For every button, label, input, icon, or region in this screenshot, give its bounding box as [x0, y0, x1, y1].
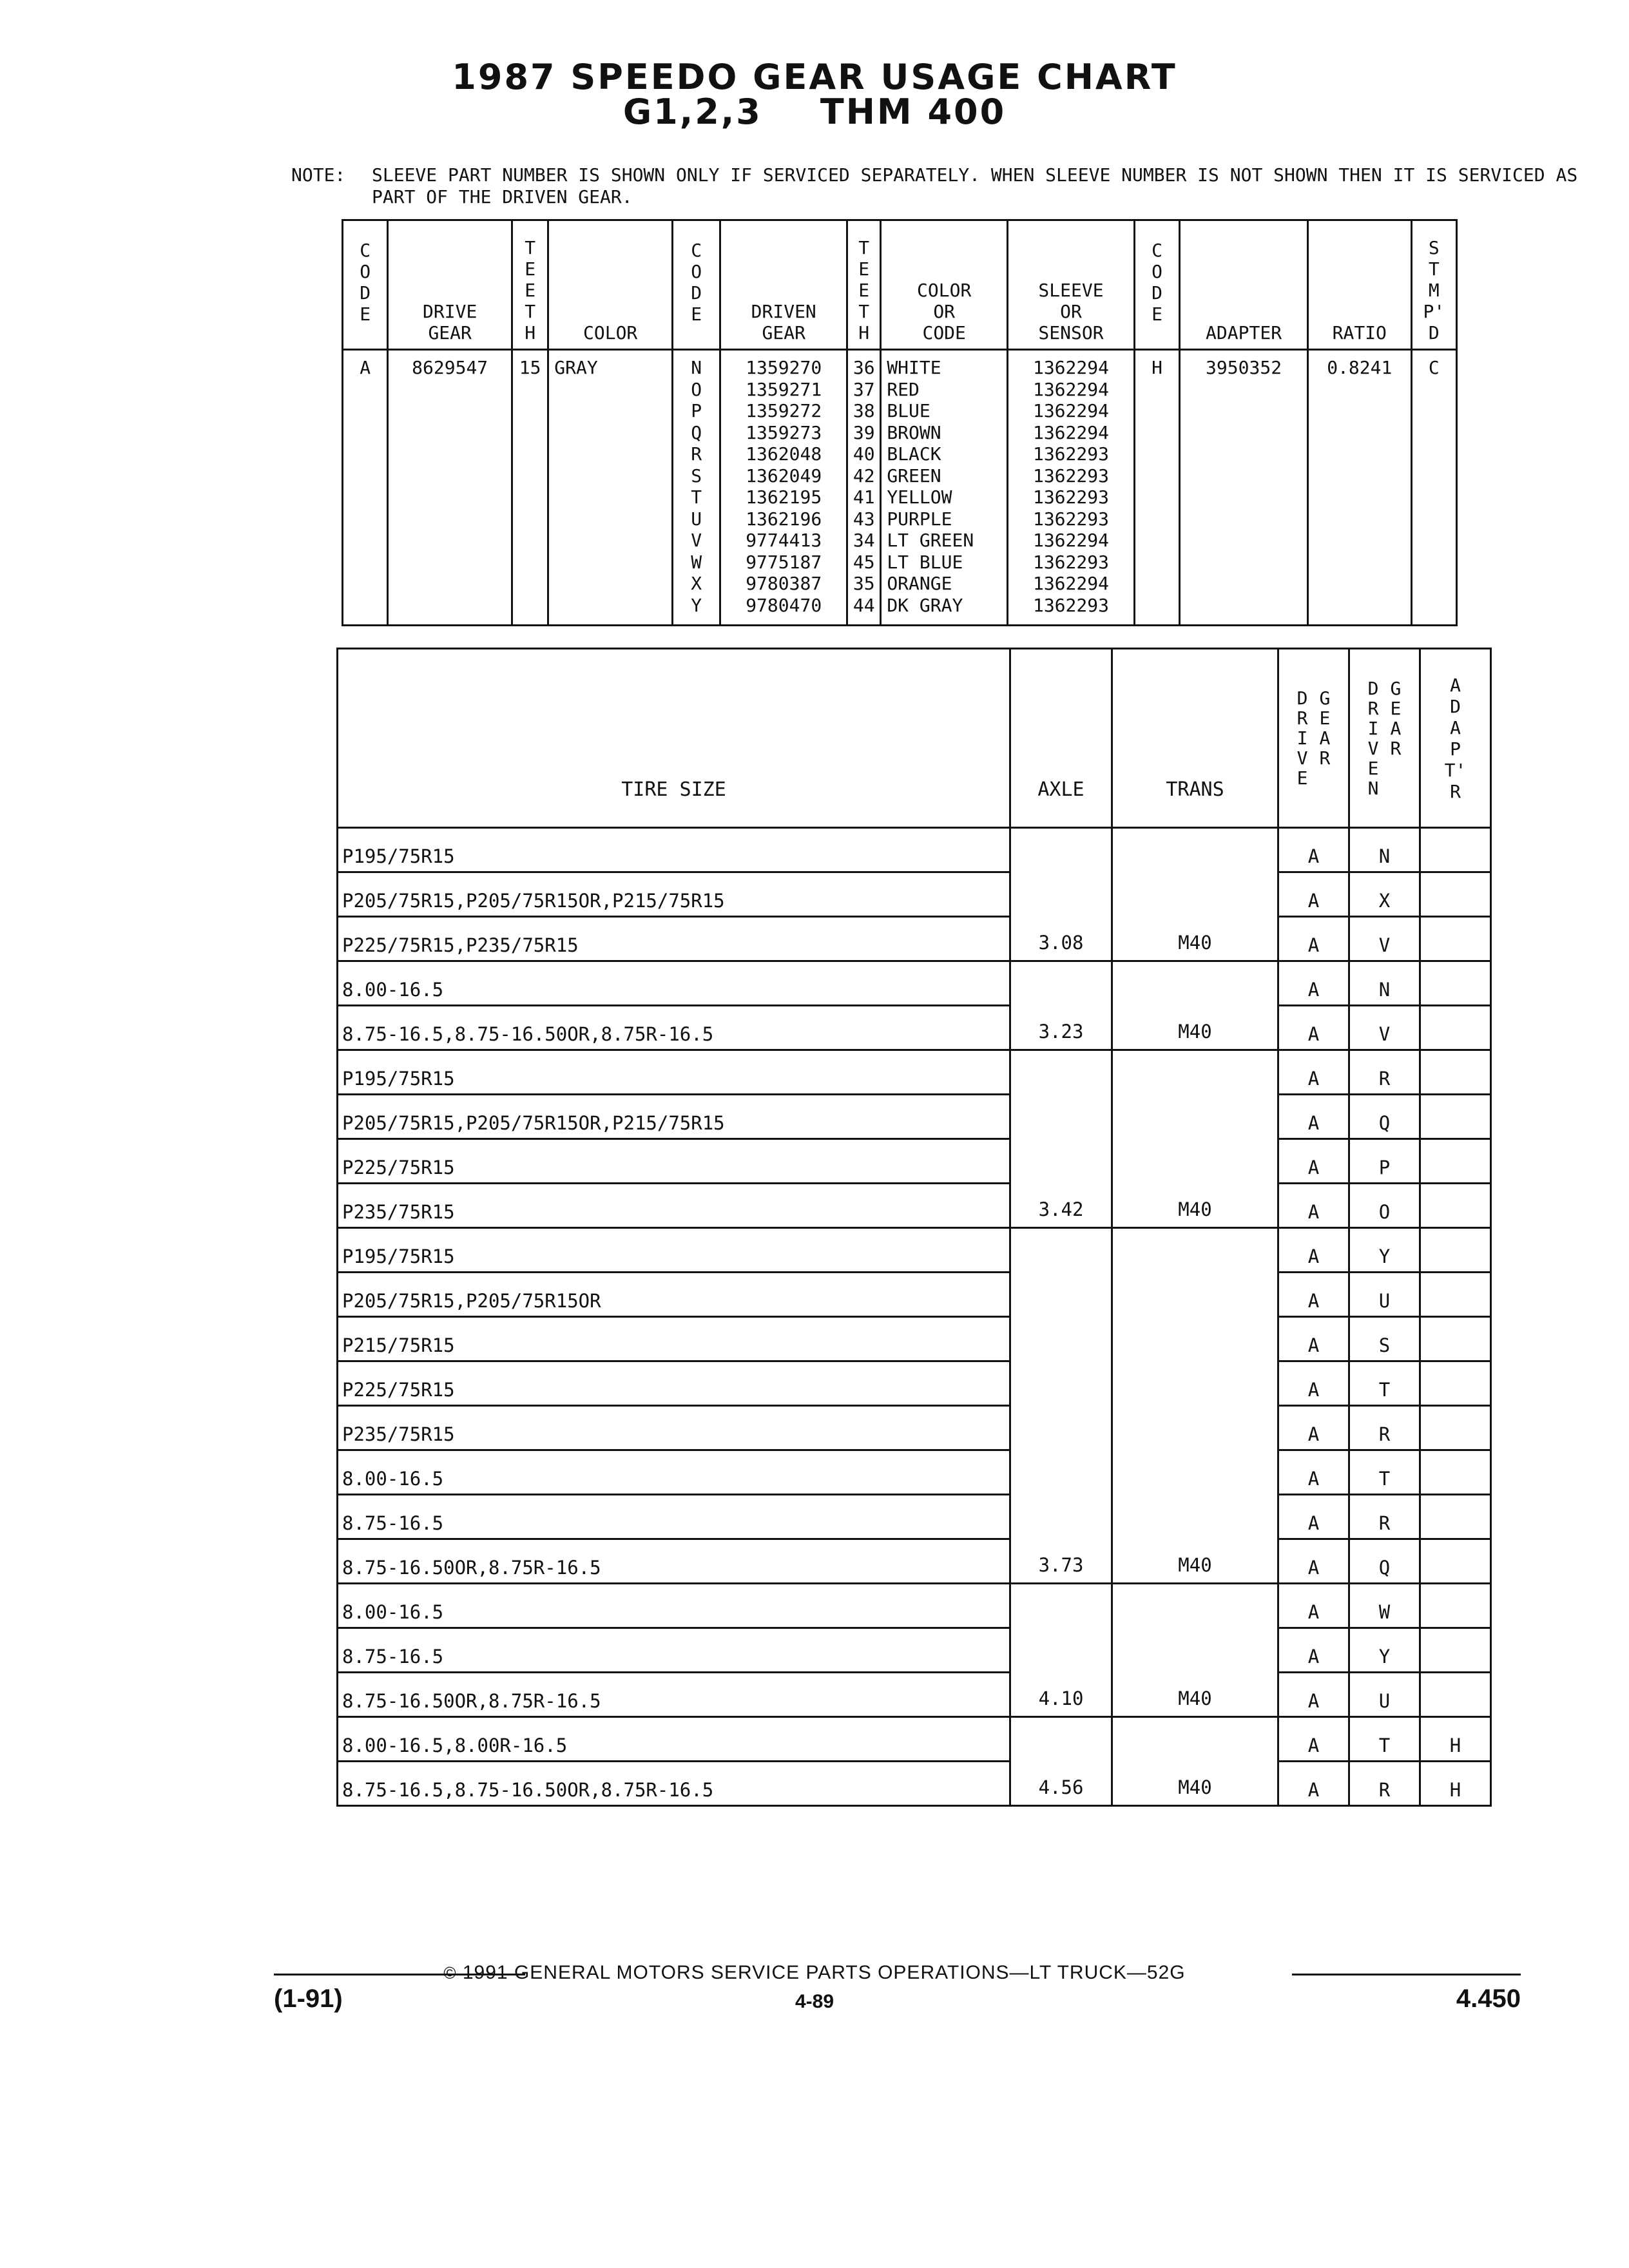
driven-color-item: BLACK	[887, 443, 941, 465]
driven-color-list	[881, 350, 1008, 626]
driven-gear-cell: V	[1349, 917, 1420, 961]
tire-size-cell: P195/75R15	[338, 1050, 1010, 1095]
tire-size-cell: 8.00-16.5	[338, 961, 1010, 1006]
header-line: S	[1428, 237, 1440, 258]
driven-teeth-item: 35	[853, 573, 875, 594]
header-line: GEAR	[428, 322, 472, 343]
header-line: T	[1428, 258, 1440, 280]
header-line: D	[1450, 695, 1461, 717]
table-row	[338, 1317, 1491, 1361]
drive-gear-cell: A	[1278, 1495, 1349, 1539]
adapter-cell	[1420, 1273, 1491, 1317]
driven-sleeve-item: 1362294	[1032, 530, 1109, 551]
driven-color-item: ORANGE	[887, 573, 952, 594]
header-driven-gear	[1349, 649, 1420, 828]
driven-gear-cell: R	[1349, 1050, 1420, 1095]
tire-size-cell: 8.75-16.5,8.75-16.50OR,8.75R-16.5	[338, 1006, 1010, 1050]
tire-size-cell: 8.75-16.50OR,8.75R-16.5	[338, 1673, 1010, 1717]
table-row	[338, 828, 1491, 872]
driven-sleeve-item: 1362294	[1032, 378, 1109, 400]
driven-gear-cell: W	[1349, 1584, 1420, 1628]
header-line: D	[1152, 282, 1162, 303]
footer-date-code: (1-91)	[274, 1984, 343, 2013]
driven-gear-cell: Q	[1349, 1095, 1420, 1139]
header-code-driven	[673, 220, 720, 350]
adapter-cell: H	[1420, 1717, 1491, 1762]
drive-gear-cell: A	[1278, 1139, 1349, 1184]
header-line: N	[1367, 777, 1379, 799]
header-line: E	[1152, 303, 1162, 325]
header-line: O	[1152, 261, 1162, 282]
note	[291, 164, 1578, 230]
driven-teeth-item: 40	[853, 443, 875, 465]
trans-cell: M40	[1112, 1228, 1278, 1584]
note-text: SLEEVE PART NUMBER IS SHOWN ONLY IF SERVICED SEPARATELY. WHEN SLEEVE NUMBER IS NOT SHOWN THEN IT IS SERVICED AS PART OF THE DRIVEN GEAR.	[372, 164, 1578, 207]
tire-size-cell: P225/75R15	[338, 1139, 1010, 1184]
drive-gear-cell: A	[1278, 1228, 1349, 1273]
driven-teeth-item: 38	[853, 400, 875, 421]
header-line: I	[1296, 727, 1308, 749]
header-line: T	[525, 237, 536, 258]
driven-teeth-item: 39	[853, 421, 875, 443]
chart-title: 1987 SPEEDO GEAR USAGE CHART	[452, 57, 1177, 97]
header-line: T	[858, 237, 870, 258]
adapter-cell	[1420, 1450, 1491, 1495]
header-adapter	[1420, 649, 1491, 828]
tire-size-cell: 8.00-16.5	[338, 1584, 1010, 1628]
driven-gear-item: 1362049	[746, 465, 822, 486]
driven-code-list	[673, 350, 720, 626]
adapter-cell	[1420, 1184, 1491, 1228]
adapter-cell	[1420, 1495, 1491, 1539]
driven-code-item: Q	[691, 421, 702, 443]
driven-gear-item: 1359271	[746, 378, 822, 400]
driven-code-item: N	[691, 357, 702, 378]
header-line: OR	[933, 301, 956, 322]
table-row	[338, 961, 1491, 1006]
table-row	[338, 1273, 1491, 1317]
drive-gear-cell: A	[1278, 1184, 1349, 1228]
driven-color-item: DK GRAY	[887, 594, 963, 616]
axle-cell: 3.73	[1010, 1228, 1112, 1584]
copyright-text: 1991 GENERAL MOTORS SERVICE PARTS OPERATIONS—LT TRUCK—52G	[462, 1962, 1186, 1983]
driven-gear-cell: T	[1349, 1717, 1420, 1762]
tire-size-cell: P225/75R15	[338, 1361, 1010, 1406]
driven-gear-cell: N	[1349, 961, 1420, 1006]
header-line: T	[525, 301, 536, 322]
table-row	[338, 1450, 1491, 1495]
axle-cell: 4.56	[1010, 1717, 1112, 1806]
drive-gear-cell: A	[1278, 1406, 1349, 1450]
driven-gear-item: 1362196	[746, 508, 822, 530]
tire-size-cell: P235/75R15	[338, 1184, 1010, 1228]
driven-sleeve-item: 1362293	[1032, 594, 1109, 616]
header-teeth-driven	[847, 220, 881, 350]
driven-sleeve-item: 1362293	[1032, 508, 1109, 530]
drive-gear-cell: A	[1278, 1095, 1349, 1139]
adapter-cell	[1420, 1361, 1491, 1406]
table-row	[338, 1095, 1491, 1139]
axle-cell: 4.10	[1010, 1584, 1112, 1717]
tire-size-cell: P215/75R15	[338, 1317, 1010, 1361]
header-trans: TRANS	[1112, 649, 1278, 828]
adapter-cell	[1420, 1406, 1491, 1450]
header-line: R	[1296, 707, 1308, 729]
header-line: OR	[1060, 301, 1082, 322]
drive-gear-cell: A	[1278, 1584, 1349, 1628]
table-row	[338, 1184, 1491, 1228]
header-line: E	[858, 258, 870, 280]
driven-color-item: BROWN	[887, 421, 941, 443]
header-axle: AXLE	[1010, 649, 1112, 828]
drive-gear-cell: A	[1278, 1762, 1349, 1806]
adapter-cell	[1420, 1228, 1491, 1273]
drive-gear-cell: A	[1278, 1273, 1349, 1317]
driven-teeth-item: 44	[853, 594, 875, 616]
table-row	[338, 1762, 1491, 1806]
header-teeth-drive	[512, 220, 548, 350]
header-line: H	[858, 322, 870, 343]
trans-cell: M40	[1112, 961, 1278, 1050]
header-line: E	[525, 258, 536, 280]
driven-gear-cell: U	[1349, 1673, 1420, 1717]
driven-code-item: V	[691, 530, 702, 551]
header-line: E	[691, 303, 702, 325]
drive-gear-cell: A	[1278, 1717, 1349, 1762]
adapter-cell	[1420, 1539, 1491, 1584]
drive-gear-cell: A	[1278, 1361, 1349, 1406]
header-line: R	[1367, 697, 1379, 719]
driven-teeth-item: 42	[853, 465, 875, 486]
driven-color-item: YELLOW	[887, 486, 952, 508]
header-line: A	[1450, 716, 1461, 738]
drive-gear-cell: A	[1278, 1006, 1349, 1050]
driven-teeth-item: 41	[853, 486, 875, 508]
header-line: E	[1319, 707, 1331, 729]
driven-code-item: U	[691, 508, 702, 530]
header-line: DRIVE	[423, 301, 477, 322]
header-line: V	[1296, 747, 1308, 769]
driven-gear-item: 9774413	[746, 530, 822, 551]
header-line: M	[1428, 280, 1440, 301]
header-line: C	[360, 240, 371, 261]
stmpd-value: C	[1411, 350, 1456, 626]
header-line: E	[1367, 757, 1379, 779]
header-line: E	[858, 280, 870, 301]
driven-gear-cell: R	[1349, 1495, 1420, 1539]
tire-size-cell: 8.00-16.5	[338, 1450, 1010, 1495]
transmission-label: THM 400	[820, 91, 1007, 132]
header-line: O	[360, 261, 371, 282]
drive-color: GRAY	[548, 350, 673, 626]
footer-section-number: 4.450	[1456, 1984, 1521, 2013]
drive-gear-cell: A	[1278, 1628, 1349, 1673]
driven-code-item: R	[691, 443, 702, 465]
header-line: DRIVEN	[751, 301, 816, 322]
trans-cell: M40	[1112, 828, 1278, 961]
driven-sleeve-item: 1362294	[1032, 573, 1109, 594]
driven-code-item: X	[691, 573, 702, 594]
driven-gear-list	[720, 350, 847, 626]
driven-sleeve-item: 1362293	[1032, 551, 1109, 573]
adapter-cell	[1420, 1584, 1491, 1628]
series-codes: G1,2,3	[622, 91, 762, 132]
table-row	[338, 1495, 1491, 1539]
chart-subtitle	[0, 91, 1629, 132]
driven-gear-cell: P	[1349, 1139, 1420, 1184]
driven-color-item: LT BLUE	[887, 551, 963, 573]
drive-gear-cell: A	[1278, 917, 1349, 961]
header-line: A	[1319, 727, 1331, 749]
driven-color-item: WHITE	[887, 357, 941, 378]
driven-gear-cell: Q	[1349, 1539, 1420, 1584]
driven-gear-item: 1359273	[746, 421, 822, 443]
driven-gear-item: 1362048	[746, 443, 822, 465]
driven-sleeve-item: 1362294	[1032, 357, 1109, 378]
driven-teeth-list	[847, 350, 881, 626]
header-line: D	[1296, 687, 1308, 709]
adapter-cell	[1420, 1317, 1491, 1361]
header-drive-gear	[388, 220, 512, 350]
header-line: T	[858, 301, 870, 322]
driven-color-item: GREEN	[887, 465, 941, 486]
driven-gear-cell: T	[1349, 1361, 1420, 1406]
header-line: R	[1319, 747, 1331, 769]
driven-gear-item: 1359270	[746, 357, 822, 378]
driven-gear-cell: T	[1349, 1450, 1420, 1495]
tire-size-cell: 8.75-16.5,8.75-16.50OR,8.75R-16.5	[338, 1762, 1010, 1806]
header-tire-size: TIRE SIZE	[338, 649, 1010, 828]
adapter-cell	[1420, 1095, 1491, 1139]
header-line: D	[1367, 677, 1379, 699]
driven-gear-cell: Y	[1349, 1228, 1420, 1273]
adapter-cell	[1420, 872, 1491, 917]
tire-size-cell: P205/75R15,P205/75R15OR,P215/75R15	[338, 1095, 1010, 1139]
footer-page-ref: 4-89	[795, 1991, 834, 2012]
table-row	[338, 1673, 1491, 1717]
drive-gear-number: 8629547	[388, 350, 512, 626]
header-line: T'	[1444, 759, 1467, 781]
driven-gear-cell: X	[1349, 872, 1420, 917]
adapter-code: H	[1134, 350, 1179, 626]
tire-size-cell: P195/75R15	[338, 828, 1010, 872]
driven-sleeve-item: 1362294	[1032, 421, 1109, 443]
adapter-number: 3950352	[1180, 350, 1308, 626]
drive-gear-cell: A	[1278, 1317, 1349, 1361]
header-driven-gear	[720, 220, 847, 350]
tire-size-cell: P225/75R15,P235/75R15	[338, 917, 1010, 961]
usage-table-header	[338, 649, 1491, 828]
drive-gear-cell: A	[1278, 828, 1349, 872]
header-line: P	[1450, 738, 1461, 760]
drive-teeth: 15	[512, 350, 548, 626]
driven-code-item: P	[691, 400, 702, 421]
header-line: CODE	[922, 322, 966, 343]
driven-color-item: BLUE	[887, 400, 930, 421]
driven-code-item: W	[691, 551, 702, 573]
usage-table-body	[338, 828, 1491, 1806]
table-row	[338, 1539, 1491, 1584]
driven-gear-item: 1362195	[746, 486, 822, 508]
header-line: D	[1428, 322, 1440, 343]
tire-size-cell: 8.75-16.50OR,8.75R-16.5	[338, 1539, 1010, 1584]
header-line: R	[1450, 780, 1461, 802]
adapter-cell	[1420, 961, 1491, 1006]
copyright-symbol: ©	[443, 1963, 457, 1983]
drive-gear-cell: A	[1278, 1539, 1349, 1584]
tire-size-cell: 8.75-16.5	[338, 1628, 1010, 1673]
adapter-cell	[1420, 917, 1491, 961]
header-line: D	[691, 282, 702, 303]
table-row	[338, 1139, 1491, 1184]
driven-sleeve-item: 1362293	[1032, 465, 1109, 486]
header-line: V	[1367, 737, 1379, 759]
table-row	[338, 1006, 1491, 1050]
note-label: NOTE:	[291, 164, 346, 186]
driven-code-item: T	[691, 486, 702, 508]
sleeve-list	[1008, 350, 1135, 626]
header-line: D	[360, 282, 371, 303]
drive-gear-cell: A	[1278, 872, 1349, 917]
driven-gear-cell: N	[1349, 828, 1420, 872]
driven-gear-cell: U	[1349, 1273, 1420, 1317]
header-line: COLOR	[917, 280, 972, 301]
table-row	[338, 1628, 1491, 1673]
header-stmpd	[1411, 220, 1456, 350]
driven-gear-cell: R	[1349, 1762, 1420, 1806]
driven-sleeve-item: 1362293	[1032, 443, 1109, 465]
table-row	[338, 1361, 1491, 1406]
tire-size-cell: P205/75R15,P205/75R15OR,P215/75R15	[338, 872, 1010, 917]
driven-gear-item: 9780387	[746, 573, 822, 594]
adapter-cell	[1420, 1050, 1491, 1095]
header-line: SLEEVE	[1038, 280, 1104, 301]
driven-sleeve-item: 1362293	[1032, 486, 1109, 508]
driven-teeth-item: 43	[853, 508, 875, 530]
header-line: E	[1296, 767, 1308, 789]
driven-teeth-item: 37	[853, 378, 875, 400]
drive-gear-cell: A	[1278, 1450, 1349, 1495]
axle-cell: 3.42	[1010, 1050, 1112, 1228]
header-drive-gear	[1278, 649, 1349, 828]
adapter-cell	[1420, 1673, 1491, 1717]
gear-table-header	[343, 220, 1457, 350]
driven-gear-item: 9780470	[746, 594, 822, 616]
drive-gear-cell: A	[1278, 961, 1349, 1006]
tire-size-cell: P235/75R15	[338, 1406, 1010, 1450]
table-row	[338, 1717, 1491, 1762]
header-line: R	[1390, 737, 1402, 759]
tire-size-cell: P195/75R15	[338, 1228, 1010, 1273]
header-line: GEAR	[762, 322, 805, 343]
driven-color-item: RED	[887, 378, 920, 400]
header-line: A	[1450, 674, 1461, 696]
table-row	[338, 1584, 1491, 1628]
header-line: O	[691, 261, 702, 282]
driven-teeth-item: 34	[853, 530, 875, 551]
header-line: SENSOR	[1038, 322, 1104, 343]
adapter-cell: H	[1420, 1762, 1491, 1806]
adapter-cell	[1420, 1139, 1491, 1184]
header-line: G	[1319, 687, 1331, 709]
header-line: A	[1390, 717, 1402, 739]
axle-cell: 3.08	[1010, 828, 1112, 961]
tire-size-cell: 8.75-16.5	[338, 1495, 1010, 1539]
header-line: G	[1390, 677, 1402, 699]
driven-gear-cell: Y	[1349, 1628, 1420, 1673]
table-row	[338, 872, 1491, 917]
table-row	[338, 1228, 1491, 1273]
header-line: C	[691, 240, 702, 261]
driven-color-item: LT GREEN	[887, 530, 974, 551]
table-row	[338, 917, 1491, 961]
header-line: P'	[1423, 301, 1445, 322]
trans-cell: M40	[1112, 1717, 1278, 1806]
driven-code-item: Y	[691, 594, 702, 616]
ratio-value: 0.8241	[1307, 350, 1411, 626]
header-line: E	[1390, 697, 1402, 719]
usage-table	[336, 648, 1492, 1807]
gear-table-body	[343, 350, 1457, 626]
driven-teeth-item: 36	[853, 357, 875, 378]
header-line: I	[1367, 717, 1379, 739]
driven-gear-item: 1359272	[746, 400, 822, 421]
header-ratio: RATIO	[1307, 220, 1411, 350]
adapter-cell	[1420, 1006, 1491, 1050]
driven-gear-item: 9775187	[746, 551, 822, 573]
trans-cell: M40	[1112, 1050, 1278, 1228]
header-adapter: ADAPTER	[1180, 220, 1308, 350]
header-sleeve-or-sensor	[1008, 220, 1135, 350]
gear-table	[342, 219, 1458, 626]
header-code-adapter	[1134, 220, 1179, 350]
footer-copyright	[0, 1962, 1629, 1984]
table-row	[338, 1406, 1491, 1450]
table-row	[338, 1050, 1491, 1095]
axle-cell: 3.23	[1010, 961, 1112, 1050]
header-color: COLOR	[548, 220, 673, 350]
adapter-cell	[1420, 828, 1491, 872]
header-line: E	[360, 303, 371, 325]
driven-gear-cell: S	[1349, 1317, 1420, 1361]
header-code-drive	[343, 220, 388, 350]
driven-sleeve-item: 1362294	[1032, 400, 1109, 421]
driven-gear-cell: R	[1349, 1406, 1420, 1450]
driven-code-item: O	[691, 378, 702, 400]
trans-cell: M40	[1112, 1584, 1278, 1717]
tire-size-cell: P205/75R15,P205/75R15OR	[338, 1273, 1010, 1317]
drive-gear-cell: A	[1278, 1050, 1349, 1095]
header-line: E	[525, 280, 536, 301]
driven-color-item: PURPLE	[887, 508, 952, 530]
header-color-or-code	[881, 220, 1008, 350]
adapter-cell	[1420, 1628, 1491, 1673]
drive-gear-cell: A	[1278, 1673, 1349, 1717]
driven-code-item: S	[691, 465, 702, 486]
driven-teeth-item: 45	[853, 551, 875, 573]
driven-gear-cell: O	[1349, 1184, 1420, 1228]
driven-gear-cell: V	[1349, 1006, 1420, 1050]
header-line: C	[1152, 240, 1162, 261]
tire-size-cell: 8.00-16.5,8.00R-16.5	[338, 1717, 1010, 1762]
header-line: H	[525, 322, 536, 343]
drive-code: A	[343, 350, 388, 626]
